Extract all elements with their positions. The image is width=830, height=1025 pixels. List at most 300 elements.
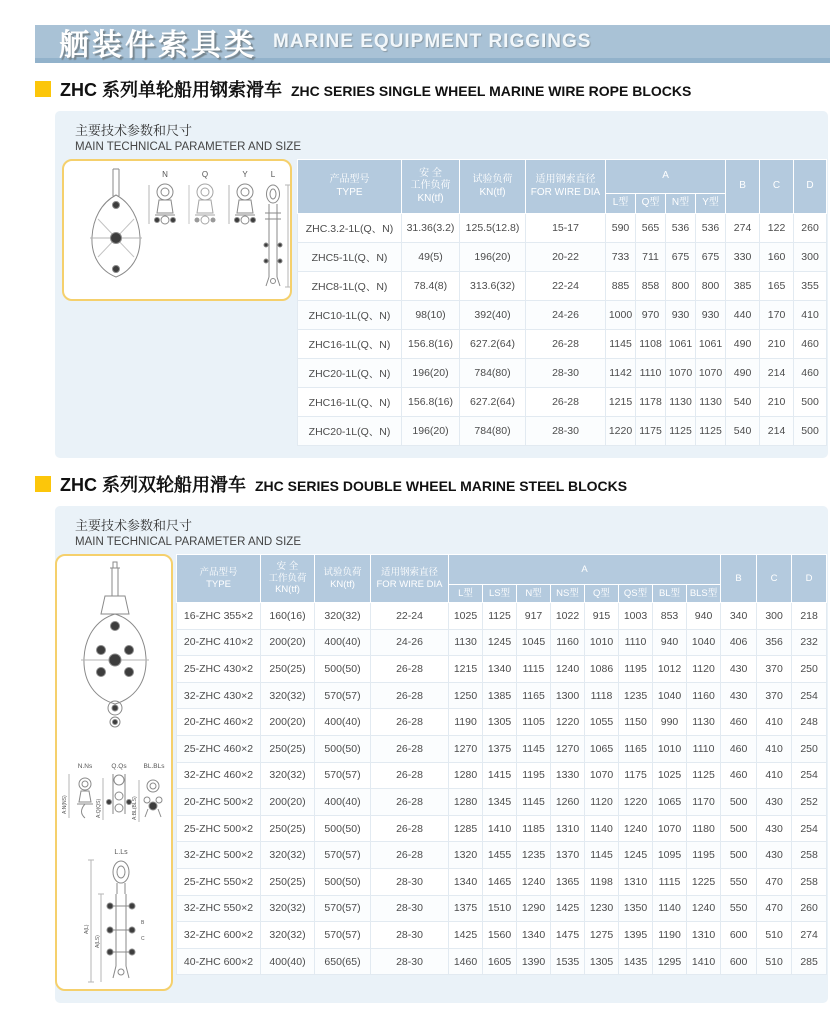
value-cell: 1010 [585, 629, 619, 656]
value-cell: 250(25) [261, 656, 315, 683]
diagram2-label-blbls: BL.BLs [143, 763, 165, 770]
value-cell: 410 [757, 709, 792, 736]
value-cell: 733 [606, 243, 636, 272]
value-cell: 510 [757, 948, 792, 975]
value-cell: 1215 [449, 656, 483, 683]
value-cell: 1305 [585, 948, 619, 975]
value-cell: 1310 [619, 868, 653, 895]
value-cell: 78.4(8) [402, 272, 460, 301]
type-cell: ZHC8-1L(Q、N) [298, 272, 402, 301]
value-cell: 165 [760, 272, 794, 301]
value-cell: 31.36(3.2) [402, 214, 460, 243]
section1-title-zh: ZHC 系列单轮船用钢索滑车 [60, 80, 282, 100]
value-cell: 1300 [551, 682, 585, 709]
param-label-en: MAIN TECHNICAL PARAMETER AND SIZE [75, 536, 301, 548]
value-cell: 1535 [551, 948, 585, 975]
section2-panel [55, 506, 828, 1003]
type-cell: ZHC20-1L(Q、N) [298, 359, 402, 388]
table-row [177, 656, 827, 683]
yellow-bullet-icon [35, 81, 51, 97]
value-cell: 28-30 [371, 868, 449, 895]
value-cell: 885 [606, 272, 636, 301]
value-cell: 1178 [636, 388, 666, 417]
value-cell: 1055 [585, 709, 619, 736]
diagram2-dim-q: A:Q(QS) [96, 798, 102, 818]
col-header-a-bl: BL型 [653, 585, 687, 603]
value-cell: 1190 [653, 922, 687, 949]
value-cell: 22-24 [371, 603, 449, 630]
col-header-a-qs: QS型 [619, 585, 653, 603]
banner-title-en: MARINE EQUIPMENT RIGGINGS [273, 30, 592, 52]
value-cell: 1061 [666, 330, 696, 359]
value-cell: 320(32) [315, 603, 371, 630]
value-cell: 1025 [653, 762, 687, 789]
value-cell: 1435 [619, 948, 653, 975]
value-cell: 1285 [449, 815, 483, 842]
value-cell: 300 [757, 603, 792, 630]
value-cell: 156.8(16) [402, 388, 460, 417]
value-cell: 570(57) [315, 762, 371, 789]
diagram-label-n: N [162, 170, 168, 179]
table-row [298, 417, 827, 446]
value-cell: 1070 [653, 815, 687, 842]
value-cell: 970 [636, 301, 666, 330]
value-cell: 200(20) [261, 789, 315, 816]
value-cell: 1120 [585, 789, 619, 816]
value-cell: 1395 [619, 922, 653, 949]
value-cell: 160(16) [261, 603, 315, 630]
param-label-zh: 主要技术参数和尺寸 [75, 518, 193, 533]
value-cell: 22-24 [526, 272, 606, 301]
value-cell: 1370 [551, 842, 585, 869]
value-cell: 858 [636, 272, 666, 301]
table-row [177, 895, 827, 922]
value-cell: 1215 [606, 388, 636, 417]
value-cell: 915 [585, 603, 619, 630]
value-cell: 1290 [517, 895, 551, 922]
value-cell: 250(25) [261, 735, 315, 762]
value-cell: 1165 [619, 735, 653, 762]
col-header-a-ns: NS型 [551, 585, 585, 603]
value-cell: 156.8(16) [402, 330, 460, 359]
value-cell: 627.2(64) [460, 388, 526, 417]
value-cell: 20-22 [526, 243, 606, 272]
value-cell: 930 [666, 301, 696, 330]
type-cell: 25-ZHC 500×2 [177, 815, 261, 842]
type-cell: 20-ZHC 460×2 [177, 709, 261, 736]
table-row [177, 709, 827, 736]
value-cell: 1235 [619, 682, 653, 709]
value-cell: 550 [721, 895, 757, 922]
type-cell: 32-ZHC 600×2 [177, 922, 261, 949]
diagram2-label-lls: L.Ls [114, 849, 128, 856]
value-cell: 1190 [449, 709, 483, 736]
value-cell: 1605 [483, 948, 517, 975]
value-cell: 1160 [687, 682, 721, 709]
value-cell: 320(32) [261, 682, 315, 709]
value-cell: 1350 [619, 895, 653, 922]
value-cell: 460 [721, 762, 757, 789]
col-header-a-n: N型 [517, 585, 551, 603]
value-cell: 1125 [483, 603, 517, 630]
value-cell: 370 [757, 682, 792, 709]
value-cell: 460 [794, 330, 827, 359]
diagram2-label-nns: N.Ns [77, 763, 93, 770]
value-cell: 1245 [483, 629, 517, 656]
value-cell: 1305 [483, 709, 517, 736]
value-cell: 274 [792, 922, 827, 949]
single-wheel-table-body [298, 214, 827, 446]
value-cell: 470 [757, 895, 792, 922]
value-cell: 1130 [666, 388, 696, 417]
col-header-type: 产品型号 TYPE [298, 160, 402, 214]
section1-param-label [55, 111, 828, 159]
value-cell: 250(25) [261, 815, 315, 842]
value-cell: 26-28 [371, 789, 449, 816]
value-cell: 930 [696, 301, 726, 330]
value-cell: 440 [726, 301, 760, 330]
value-cell: 1195 [517, 762, 551, 789]
value-cell: 536 [696, 214, 726, 243]
type-cell: ZHC16-1L(Q、N) [298, 388, 402, 417]
value-cell: 1280 [449, 789, 483, 816]
value-cell: 675 [696, 243, 726, 272]
single-wheel-block-diagram [62, 159, 292, 301]
value-cell: 627.2(64) [460, 330, 526, 359]
section2-title-en: ZHC SERIES DOUBLE WHEEL MARINE STEEL BLOCKS [255, 477, 628, 494]
single-wheel-spec-table [297, 159, 827, 446]
table-row [177, 922, 827, 949]
value-cell: 1220 [606, 417, 636, 446]
value-cell: 1070 [666, 359, 696, 388]
type-cell: 32-ZHC 460×2 [177, 762, 261, 789]
yellow-bullet-icon [35, 476, 51, 492]
value-cell: 1295 [653, 948, 687, 975]
type-cell: ZHC16-1L(Q、N) [298, 330, 402, 359]
value-cell: 254 [792, 762, 827, 789]
value-cell: 330 [726, 243, 760, 272]
section1-title [35, 76, 830, 102]
value-cell: 1045 [517, 629, 551, 656]
value-cell: 1165 [517, 682, 551, 709]
value-cell: 1425 [551, 895, 585, 922]
value-cell: 1245 [619, 842, 653, 869]
value-cell: 1130 [687, 709, 721, 736]
col-header-d: D [794, 160, 827, 214]
value-cell: 1120 [687, 656, 721, 683]
value-cell: 356 [757, 629, 792, 656]
table-row [298, 388, 827, 417]
value-cell: 430 [721, 682, 757, 709]
table-row [177, 682, 827, 709]
value-cell: 1125 [687, 762, 721, 789]
value-cell: 410 [757, 735, 792, 762]
value-cell: 320(32) [261, 895, 315, 922]
value-cell: 675 [666, 243, 696, 272]
type-cell: 16-ZHC 355×2 [177, 603, 261, 630]
section2-title [35, 471, 830, 497]
diagram-label-q: Q [201, 170, 209, 179]
value-cell: 320(32) [261, 922, 315, 949]
value-cell: 1003 [619, 603, 653, 630]
value-cell: 500 [794, 417, 827, 446]
value-cell: 1145 [606, 330, 636, 359]
value-cell: 300 [794, 243, 827, 272]
value-cell: 1195 [619, 656, 653, 683]
diagram2-dim-al: A(L) [84, 924, 90, 934]
value-cell: 940 [687, 603, 721, 630]
value-cell: 196(20) [402, 417, 460, 446]
catalog-page [0, 25, 830, 1025]
value-cell: 258 [792, 868, 827, 895]
value-cell: 125.5(12.8) [460, 214, 526, 243]
col-header-test-load: 试验负荷 KN(tf) [460, 160, 526, 214]
type-cell: ZHC20-1L(Q、N) [298, 417, 402, 446]
value-cell: 1110 [636, 359, 666, 388]
section2-param-label [55, 506, 828, 554]
diagram-label-l: L [270, 170, 276, 179]
value-cell: 26-28 [371, 709, 449, 736]
value-cell: 1455 [483, 842, 517, 869]
table-row [298, 359, 827, 388]
value-cell: 1240 [619, 815, 653, 842]
value-cell: 1150 [619, 709, 653, 736]
value-cell: 1105 [517, 709, 551, 736]
value-cell: 460 [794, 359, 827, 388]
value-cell: 260 [794, 214, 827, 243]
value-cell: 1145 [517, 789, 551, 816]
value-cell: 570(57) [315, 682, 371, 709]
value-cell: 410 [794, 301, 827, 330]
col-header-a: A [449, 555, 721, 585]
type-cell: ZHC.3.2-1L(Q、N) [298, 214, 402, 243]
type-cell: 20-ZHC 500×2 [177, 789, 261, 816]
value-cell: 1475 [551, 922, 585, 949]
value-cell: 1425 [449, 922, 483, 949]
value-cell: 1220 [619, 789, 653, 816]
value-cell: 1070 [696, 359, 726, 388]
diagram2-dim-bl: A:BL(BLS) [132, 796, 138, 820]
value-cell: 26-28 [371, 735, 449, 762]
value-cell: 250(25) [261, 868, 315, 895]
table-row [177, 735, 827, 762]
value-cell: 320(32) [261, 842, 315, 869]
value-cell: 1310 [551, 815, 585, 842]
value-cell: 1230 [585, 895, 619, 922]
value-cell: 784(80) [460, 359, 526, 388]
value-cell: 1240 [687, 895, 721, 922]
col-header-type: 产品型号 TYPE [177, 555, 261, 603]
value-cell: 1270 [551, 735, 585, 762]
section1-panel [55, 111, 828, 458]
value-cell: 1345 [483, 789, 517, 816]
value-cell: 232 [792, 629, 827, 656]
value-cell: 1240 [551, 656, 585, 683]
value-cell: 1125 [666, 417, 696, 446]
value-cell: 1270 [449, 735, 483, 762]
type-cell: 32-ZHC 500×2 [177, 842, 261, 869]
col-header-a-l: L型 [606, 194, 636, 214]
value-cell: 313.6(32) [460, 272, 526, 301]
value-cell: 210 [760, 330, 794, 359]
value-cell: 711 [636, 243, 666, 272]
value-cell: 1170 [687, 789, 721, 816]
value-cell: 430 [757, 842, 792, 869]
col-header-swl: 安 全 工作负荷 KN(tf) [402, 160, 460, 214]
value-cell: 1108 [636, 330, 666, 359]
table-row [177, 948, 827, 975]
value-cell: 28-30 [526, 417, 606, 446]
value-cell: 214 [760, 359, 794, 388]
value-cell: 1115 [653, 868, 687, 895]
value-cell: 1235 [517, 842, 551, 869]
table-row [298, 272, 827, 301]
value-cell: 490 [726, 359, 760, 388]
param-label-zh: 主要技术参数和尺寸 [75, 123, 193, 138]
col-header-a-n: N型 [666, 194, 696, 214]
value-cell: 274 [726, 214, 760, 243]
value-cell: 430 [757, 789, 792, 816]
value-cell: 500 [721, 789, 757, 816]
value-cell: 1385 [483, 682, 517, 709]
value-cell: 1240 [517, 868, 551, 895]
col-header-d: D [792, 555, 827, 603]
value-cell: 1140 [585, 815, 619, 842]
value-cell: 26-28 [371, 656, 449, 683]
value-cell: 400(40) [261, 948, 315, 975]
page-banner [35, 25, 830, 63]
table-row [177, 842, 827, 869]
value-cell: 1040 [687, 629, 721, 656]
value-cell: 1375 [449, 895, 483, 922]
value-cell: 1040 [653, 682, 687, 709]
diagram2-dim-n: A:N(NS) [62, 795, 68, 814]
table-row [298, 214, 827, 243]
value-cell: 26-28 [371, 682, 449, 709]
value-cell: 1340 [517, 922, 551, 949]
type-cell: 25-ZHC 460×2 [177, 735, 261, 762]
value-cell: 1022 [551, 603, 585, 630]
double-wheel-table-body [177, 603, 827, 975]
value-cell: 460 [721, 735, 757, 762]
value-cell: 49(5) [402, 243, 460, 272]
value-cell: 26-28 [371, 815, 449, 842]
value-cell: 98(10) [402, 301, 460, 330]
value-cell: 248 [792, 709, 827, 736]
value-cell: 590 [606, 214, 636, 243]
diagram2-label-qqs: Q.Qs [111, 763, 127, 770]
value-cell: 28-30 [526, 359, 606, 388]
value-cell: 200(20) [261, 709, 315, 736]
col-header-c: C [760, 160, 794, 214]
value-cell: 400(40) [315, 789, 371, 816]
value-cell: 122 [760, 214, 794, 243]
value-cell: 1095 [653, 842, 687, 869]
value-cell: 254 [792, 682, 827, 709]
col-header-swl: 安 全 工作负荷 KN(tf) [261, 555, 315, 603]
value-cell: 1220 [551, 709, 585, 736]
value-cell: 500 [721, 815, 757, 842]
value-cell: 355 [794, 272, 827, 301]
value-cell: 340 [721, 603, 757, 630]
value-cell: 196(20) [402, 359, 460, 388]
value-cell: 1140 [653, 895, 687, 922]
value-cell: 1118 [585, 682, 619, 709]
value-cell: 1390 [517, 948, 551, 975]
diagram2-dim-als: A(LS) [95, 935, 101, 948]
value-cell: 500(50) [315, 735, 371, 762]
col-header-c: C [757, 555, 792, 603]
value-cell: 500(50) [315, 868, 371, 895]
value-cell: 540 [726, 388, 760, 417]
value-cell: 1465 [483, 868, 517, 895]
value-cell: 460 [721, 709, 757, 736]
table-row [177, 868, 827, 895]
col-header-a-l: L型 [449, 585, 483, 603]
col-header-wire-dia: 适用钢索直径 FOR WIRE DIA [371, 555, 449, 603]
value-cell: 400(40) [315, 709, 371, 736]
value-cell: 1510 [483, 895, 517, 922]
table-row [298, 301, 827, 330]
double-wheel-block-diagram [55, 554, 173, 991]
value-cell: 15-17 [526, 214, 606, 243]
value-cell: 1198 [585, 868, 619, 895]
value-cell: 1130 [449, 629, 483, 656]
table-row [177, 629, 827, 656]
col-header-wire-dia: 适用钢索直径 FOR WIRE DIA [526, 160, 606, 214]
value-cell: 1180 [687, 815, 721, 842]
value-cell: 1175 [619, 762, 653, 789]
value-cell: 536 [666, 214, 696, 243]
value-cell: 917 [517, 603, 551, 630]
type-cell: ZHC5-1L(Q、N) [298, 243, 402, 272]
value-cell: 260 [792, 895, 827, 922]
value-cell: 500(50) [315, 815, 371, 842]
value-cell: 1012 [653, 656, 687, 683]
value-cell: 1365 [551, 868, 585, 895]
value-cell: 1125 [696, 417, 726, 446]
value-cell: 1280 [449, 762, 483, 789]
diagram2-dim-b: B [141, 920, 145, 926]
value-cell: 1375 [483, 735, 517, 762]
type-cell: 32-ZHC 550×2 [177, 895, 261, 922]
value-cell: 1250 [449, 682, 483, 709]
table-row [177, 789, 827, 816]
value-cell: 1145 [585, 842, 619, 869]
value-cell: 1275 [585, 922, 619, 949]
type-cell: 25-ZHC 430×2 [177, 656, 261, 683]
col-header-a-bls: BLS型 [687, 585, 721, 603]
value-cell: 650(65) [315, 948, 371, 975]
value-cell: 1086 [585, 656, 619, 683]
type-cell: 32-ZHC 430×2 [177, 682, 261, 709]
value-cell: 500 [721, 842, 757, 869]
value-cell: 410 [757, 762, 792, 789]
col-header-a-q: Q型 [585, 585, 619, 603]
value-cell: 252 [792, 789, 827, 816]
value-cell: 160 [760, 243, 794, 272]
value-cell: 1010 [653, 735, 687, 762]
value-cell: 1145 [517, 735, 551, 762]
value-cell: 26-28 [371, 842, 449, 869]
value-cell: 800 [666, 272, 696, 301]
value-cell: 250 [792, 656, 827, 683]
value-cell: 600 [721, 948, 757, 975]
value-cell: 200(20) [261, 629, 315, 656]
value-cell: 570(57) [315, 922, 371, 949]
value-cell: 1185 [517, 815, 551, 842]
col-header-b: B [726, 160, 760, 214]
